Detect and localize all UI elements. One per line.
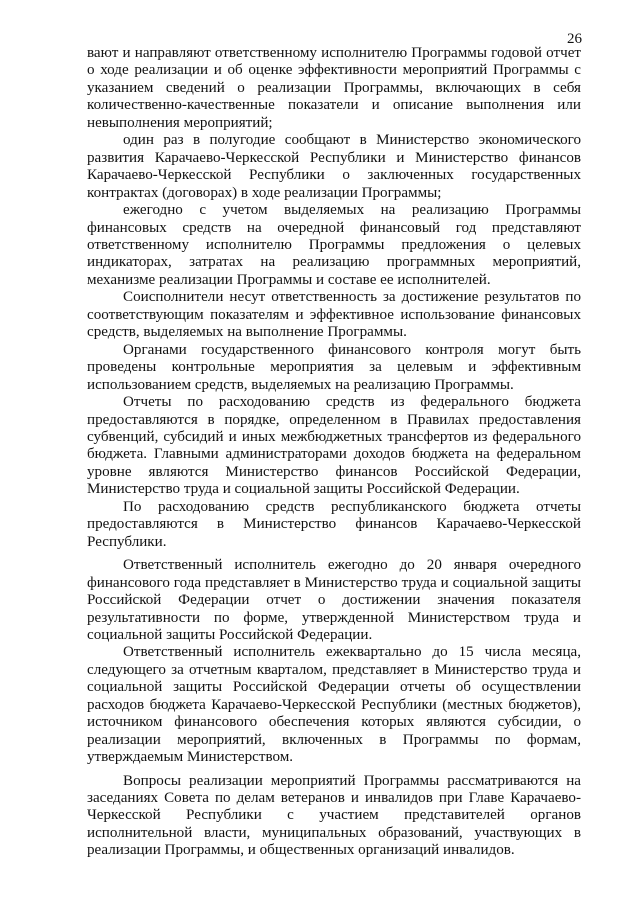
paragraph: вают и направляют ответственному исполнителю Программы годовой отчет о ходе реализации и об оценке эффективности мероприятий Программы с указанием сведений о реализации Программы, включающих в себя количественно-качественные показатели и описание выполнения или невыполнения мероприятий; bbox=[87, 45, 581, 131]
document-body bbox=[87, 45, 581, 860]
paragraph: По расходованию средств республиканского бюджета отчеты предоставляются в Министерство финансов Карачаево-Черкесской Республики. bbox=[87, 498, 581, 550]
paragraph: Отчеты по расходованию средств из федерального бюджета предоставляются в порядке, определенном в Правилах предоставления субвенций, субсидий и иных межбюджетных трансфертов из федерального бюджета. Главными администраторами доходов бюджета на федеральном уровне являются Министерство финансов Российской Федерации, Министерство труда и социальной защиты Российской Федерации. bbox=[87, 394, 581, 498]
paragraph: Вопросы реализации мероприятий Программы рассматриваются на заседаниях Совета по делам ветеранов и инвалидов при Главе Карачаево-Черкесской Республики с участием представителей органов исполнительной власти, муниципальных образований, участвующих в реализации Программы, и общественных организаций инвалидов. bbox=[87, 772, 581, 859]
paragraph: Соисполнители несут ответственность за достижение результатов по соответствующим показателям и эффективное использование финансовых средств, выделяемых на выполнение Программы. bbox=[87, 289, 581, 341]
paragraph: ежегодно с учетом выделяемых на реализацию Программы финансовых средств на очередной финансовый год представляют ответственному исполнителю Программы предложения о целевых индикаторах, затратах на реализацию программных мероприятий, механизме реализации Программы и составе ее исполнителей. bbox=[87, 202, 581, 288]
paragraph: один раз в полугодие сообщают в Министерство экономического развития Карачаево-Черкесской Республики и Министерство финансов Карачаево-Черкесской Республики о заключенных государственных контрактах (договорах) в ходе реализации Программы; bbox=[87, 132, 581, 201]
paragraph: Ответственный исполнитель ежегодно до 20 января очередного финансового года представляет в Министерство труда и социальной защиты Российской Федерации отчет о достижении значения показателя результативности по форме, утвержденной Министерством труда и социальной защиты Российской Федерации. bbox=[87, 557, 581, 643]
paragraph: Ответственный исполнитель ежеквартально до 15 числа месяца, следующего за отчетным кварталом, представляет в Министерство труда и социальной защиты Российской Федерации отчеты об осуществлении расходов бюджета Карачаево-Черкесской Республики (местных бюджетов), источником финансового обеспечения которых являются субсидии, о реализации мероприятий, включенных в Программы по формам, утверждаемым Министерством. bbox=[87, 644, 581, 766]
page-number: 26 bbox=[567, 31, 582, 47]
paragraph: Органами государственного финансового контроля могут быть проведены контрольные мероприятия за целевым и эффективным использованием средств, выделяемых на реализацию Программы. bbox=[87, 341, 581, 393]
